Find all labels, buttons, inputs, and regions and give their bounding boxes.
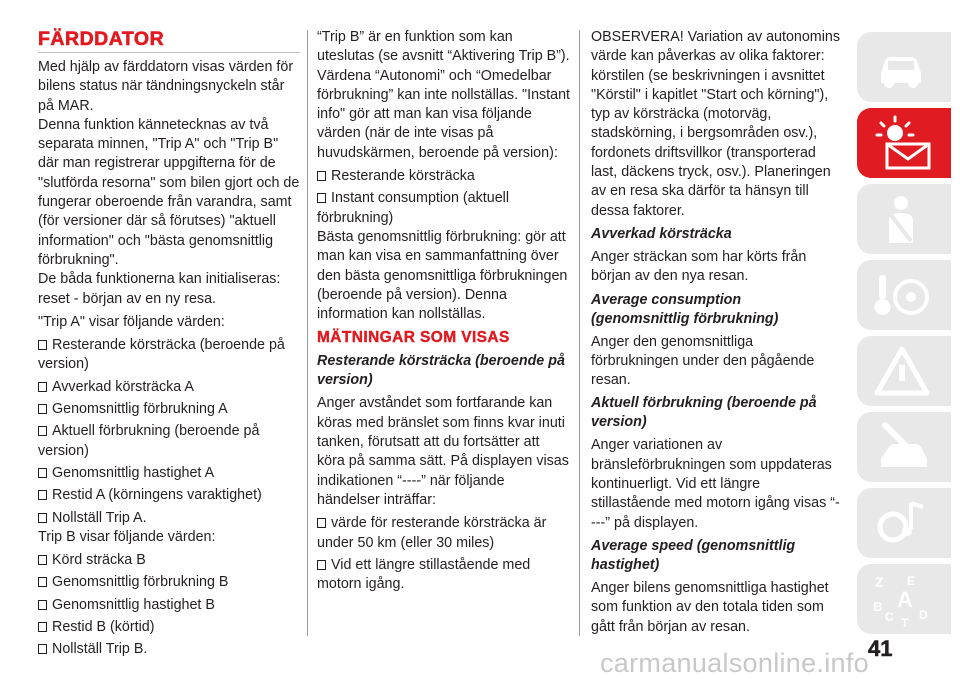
trip-a-heading: "Trip A" visar följande värden: [38,313,225,330]
chapter-tab-index[interactable] [857,564,951,634]
music-settings-icon [871,495,933,551]
subheading-remaining-range: Resterande körsträcka (beroende på version) [317,353,565,389]
list-item: Genomsnittlig förbrukning A [38,400,300,419]
checkbox-bullet-icon [38,340,47,350]
intro-paragraph-3: De båda funktionerna kan initialiseras: reset - början av en ny resa. [38,271,281,307]
page-number: 41 [868,636,893,661]
remaining-range-paragraph: Anger avståndet som fortfarande kan köras med bränslet som finns kvar inuti tanken, förutsatt att du fortsätter att köra på samma sätt. På displayen visas indikationen “----” när följande händelser inträffar: [317,395,569,508]
list-item: Genomsnittlig förbrukning B [38,573,300,592]
average-speed-paragraph: Anger bilens genomsnittliga hastighet som funktion av den totala tiden som gått från början av resan. [591,579,829,635]
alphabet-index-icon [871,571,933,629]
checkbox-bullet-icon [38,382,47,392]
watermark-text: carmanualsonline.info [600,648,869,678]
subheading-average-speed: Average speed (genomsnittlig hastighet) [591,537,796,573]
svg-text:T: T [901,616,909,629]
chapter-tab-safety[interactable] [857,184,951,254]
best-consumption-paragraph: Bästa genomsnittlig förbrukning: gör att man kan visa en sammanfattning över den bästa genomsnittliga förbrukningen (beroende på version). Denna information kan nollställas. [317,228,568,323]
page-title: FÄRDDATOR [38,28,165,50]
chapter-tab-dashboard[interactable] [857,108,951,178]
list-item: Instant consumption (aktuell förbrukning) [317,190,510,226]
checkbox-bullet-icon [38,555,47,565]
checkbox-bullet-icon [38,404,47,414]
list-item: Genomsnittlig hastighet B [38,596,300,615]
list-item: Aktuell förbrukning (beroende på version) [38,423,260,459]
intro-paragraph: Med hjälp av färddatorn visas värden för bilens status när tändningsnyckeln står på MAR. [38,59,294,114]
list-item: Restid B (körtid) [38,618,300,637]
list-item: Körd sträcka B [38,551,300,570]
svg-text:C: C [885,610,894,624]
column-2 [317,28,571,597]
checkbox-bullet-icon [38,426,47,436]
column-3 [591,28,841,641]
chapter-tab-multimedia[interactable] [857,488,951,558]
svg-text:B: B [873,599,883,614]
column-divider-1 [307,30,308,636]
list-item: Genomsnittlig hastighet A [38,464,300,483]
checkbox-bullet-icon [38,622,47,632]
list-item: Resterande körsträcka [317,167,571,186]
title-underline [38,52,300,53]
note-paragraph: OBSERVERA! Variation av autonomins värde kan påverkas av olika faktorer: körstilen (se beskrivningen i avsnittet "Körstil" i kapitlet "Start och körning"), typ av körsträcka (motorväg, stadskörning, i bergsområden osv.), fordonets driftsvillkor (transporterad last, däckens tryck, osv.). Planeringen av en resa ska därför ta hänsyn till dessa faktorer. [591,29,840,219]
list-item: Vid ett längre stillastående med motorn igång. [317,556,531,593]
svg-text:Z: Z [875,574,884,590]
subheading-current-consumption: Aktuell förbrukning (beroende på version) [591,395,817,431]
list-item: Restid A (körningens varaktighet) [38,486,300,505]
list-item: Avverkad körsträcka A [38,378,300,397]
svg-text:E: E [907,574,916,588]
chapter-tab-emergency[interactable] [857,336,951,406]
chapter-tab-starting-driving[interactable] [857,260,951,330]
intro-paragraph-2: Denna funktion kännetecknas av två separata minnen, "Trip A" och "Trip B" där man registrerar uppgifterna för de "slutförda resorna" som bilen gjort och de fungerar oberoende från varandra, samt (för versioner där så förutses) "aktuell information" och "bästa genomsnittlig förbrukning". [38,116,300,268]
warning-triangle-icon [871,343,933,399]
column-1 [38,28,300,663]
current-consumption-paragraph: Anger variationen av bränsleförbrukningen som uppdateras kontinuerligt. Vid ett längre stillastående med motorn igång visas “----” på displayen. [591,437,840,531]
chapter-sidebar [857,32,951,640]
trip-b-paragraph: “Trip B” är en funktion som kan uteslutas (se avsnitt “Aktivering Trip B”). Värdena “Autonomi” och “Omedelbar förbrukning” kan inte nollställas. "Instant info" gör att man kan visa följande värden (när de inte visas på huvudskärmen, beroende på version): [317,29,571,161]
warning-lights-mail-icon [871,115,937,173]
trip-distance-paragraph: Anger sträckan som har körts från början av den nya resan. [591,248,807,285]
checkbox-bullet-icon [38,600,47,610]
checkbox-bullet-icon [317,560,326,570]
column-divider-2 [579,30,580,636]
average-consumption-paragraph: Anger den genomsnittliga förbrukningen under den pågående resan. [591,333,815,389]
subheading-trip-distance: Avverkad körsträcka [591,225,732,242]
chapter-tab-maintenance[interactable] [857,412,951,482]
checkbox-bullet-icon [38,468,47,478]
list-item: värde för resterande körsträcka är under 50 km (eller 30 miles) [317,515,547,551]
car-icon [871,39,931,95]
list-item: Nollställ Trip A. [38,509,300,528]
checkbox-bullet-icon [38,644,47,654]
checkbox-bullet-icon [38,490,47,500]
key-steering-wheel-icon [871,267,933,323]
checkbox-bullet-icon [317,171,326,181]
checkbox-bullet-icon [38,513,47,523]
checkbox-bullet-icon [38,577,47,587]
svg-text:D: D [919,608,928,622]
checkbox-bullet-icon [317,518,326,528]
chapter-tab-car[interactable] [857,32,951,102]
list-item: Resterande körsträcka (beroende på version) [38,337,285,373]
section-title: MÄTNINGAR SOM VISAS [317,329,510,347]
svg-text:A: A [897,587,913,612]
list-item: Nollställ Trip B. [38,640,300,659]
checkbox-bullet-icon [317,193,326,203]
subheading-average-consumption: Average consumption (genomsnittlig förbrukning) [591,291,779,327]
trip-b-heading: Trip B visar följande värden: [38,528,216,545]
wrench-car-icon [871,419,933,475]
seat-belt-person-icon [871,191,931,247]
